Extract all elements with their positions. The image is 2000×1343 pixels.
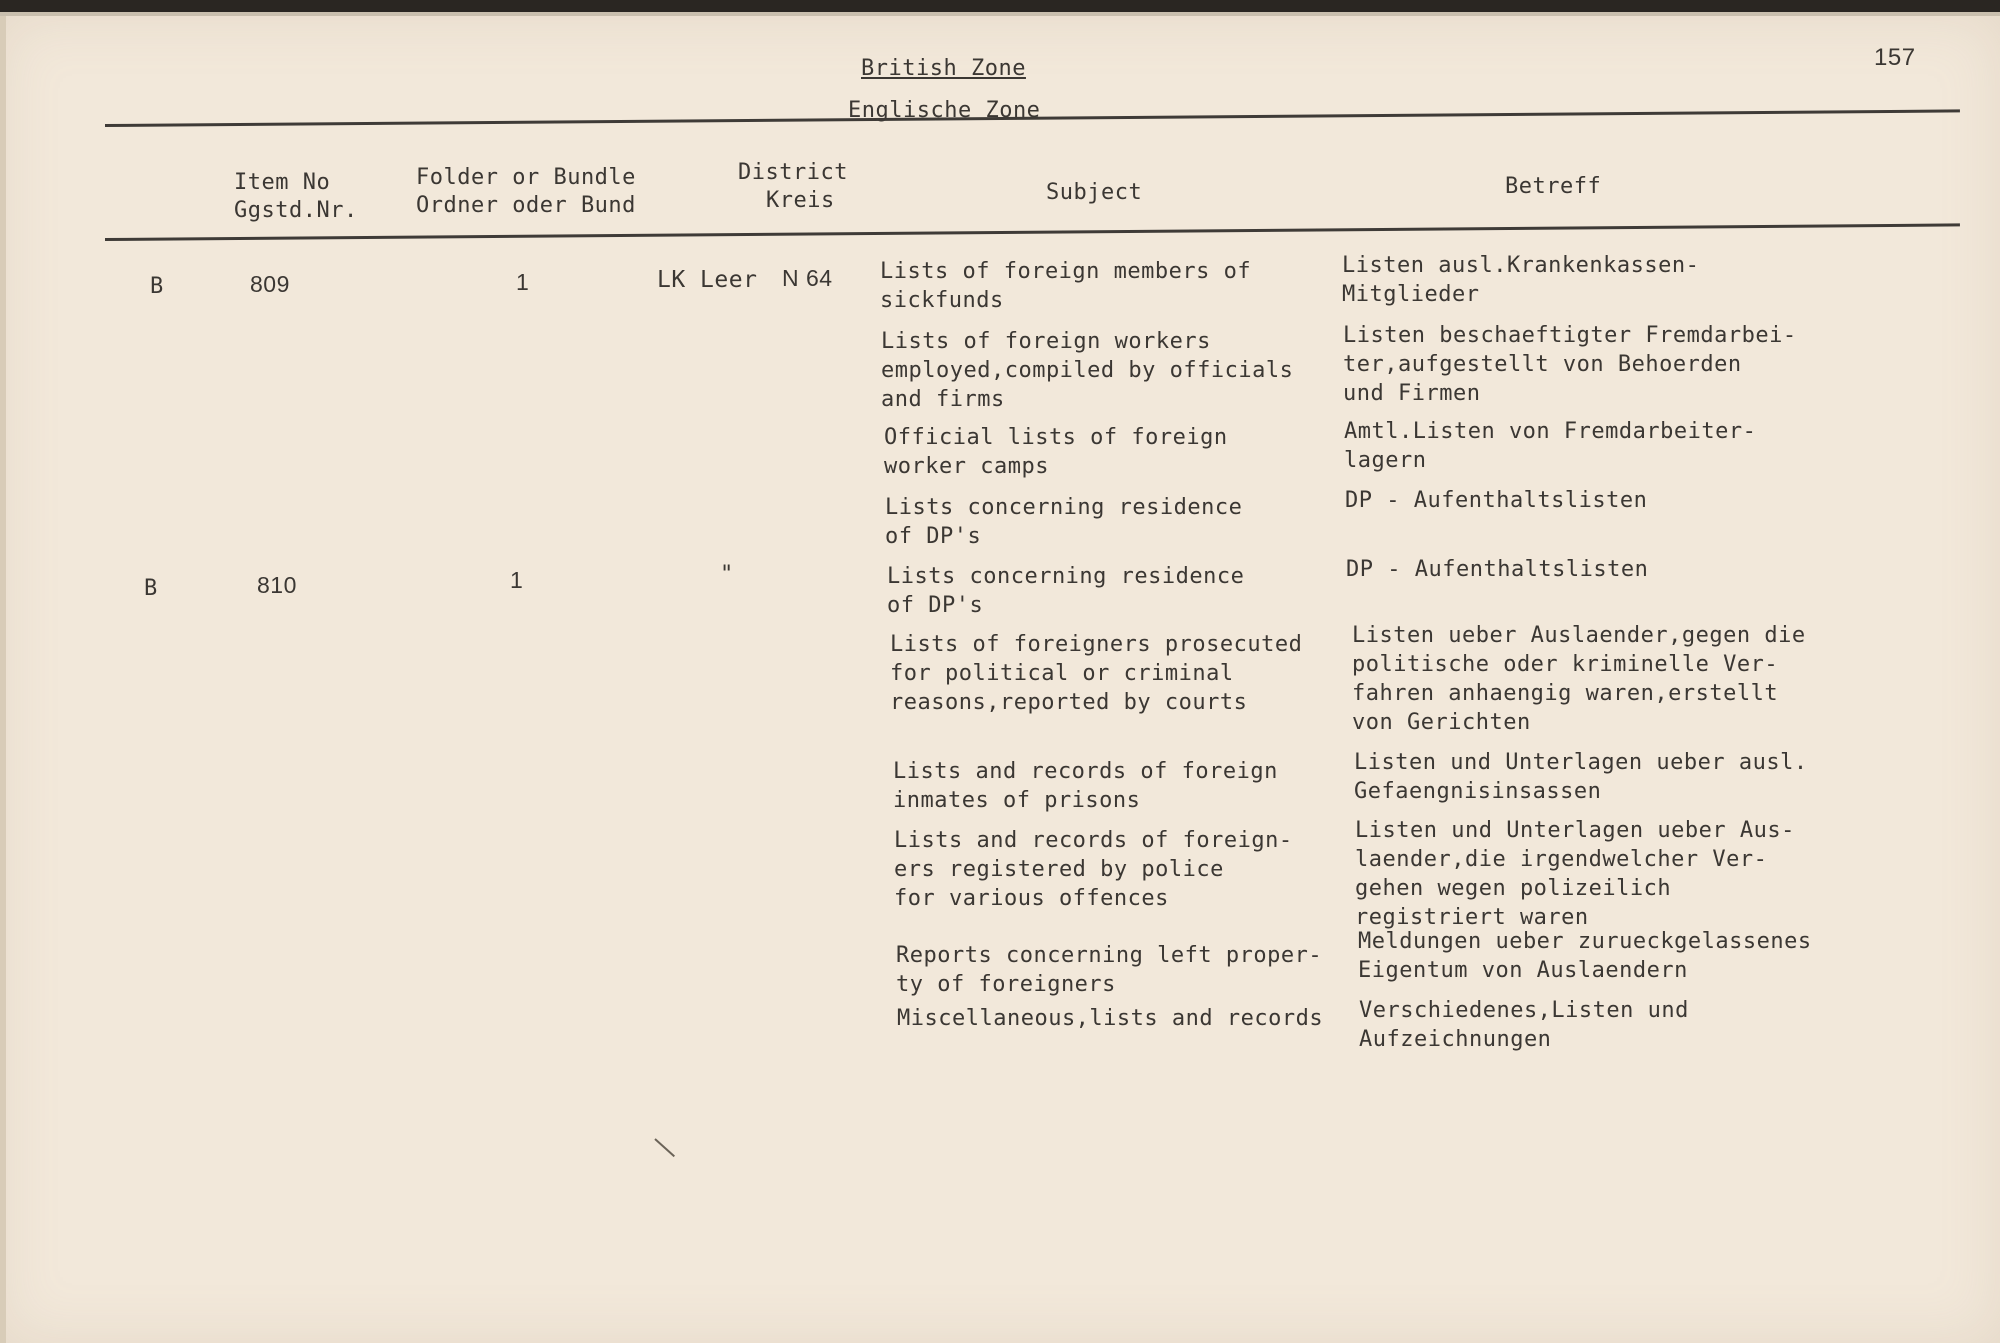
subject-line: of DP's: [887, 593, 984, 618]
betreff-line: Listen ausl.Krankenkassen-: [1342, 253, 1700, 278]
betreff-line: lagern: [1344, 448, 1427, 473]
betreff-text: [1346, 555, 1648, 584]
subject-line: Lists of foreign members of: [880, 259, 1252, 284]
betreff-line: Listen und Unterlagen ueber Aus-: [1355, 818, 1795, 843]
title-de: Englische Zone: [848, 98, 1041, 123]
subject-line: employed,compiled by officials: [881, 358, 1294, 383]
subject-line: for political or criminal: [890, 661, 1234, 686]
header-bottom-rule: [105, 223, 1960, 241]
subject-line: worker camps: [884, 454, 1049, 479]
betreff-line: DP - Aufenthaltslisten: [1345, 488, 1648, 513]
col-folder-en: Folder or Bundle: [416, 165, 636, 190]
entry-district: LK Leer: [657, 267, 758, 293]
subject-line: Reports concerning left proper-: [896, 943, 1323, 968]
betreff-text: [1354, 748, 1808, 806]
subject-line: and firms: [881, 387, 1005, 412]
betreff-line: Aufzeichnungen: [1359, 1027, 1552, 1052]
document-page: [0, 12, 2000, 1343]
col-item-de: Ggstd.Nr.: [234, 198, 358, 223]
betreff-line: Listen ueber Auslaender,gegen die: [1352, 623, 1806, 648]
entry-district: ": [720, 562, 734, 587]
col-item-en: Item No: [234, 170, 331, 195]
betreff-line: registriert waren: [1355, 905, 1589, 930]
betreff-line: Mitglieder: [1342, 282, 1480, 307]
subject-line: Lists and records of foreign: [893, 759, 1278, 784]
subject-text: [880, 257, 1251, 315]
subject-text: [885, 493, 1242, 551]
col-district-de: Kreis: [766, 188, 835, 213]
betreff-line: Amtl.Listen von Fremdarbeiter-: [1344, 419, 1757, 444]
subject-line: for various offences: [894, 886, 1169, 911]
betreff-line: von Gerichten: [1352, 710, 1531, 735]
betreff-line: gehen wegen polizeilich: [1355, 876, 1672, 901]
betreff-text: [1359, 996, 1689, 1054]
subject-line: sickfunds: [880, 288, 1004, 313]
betreff-text: [1358, 927, 1812, 985]
betreff-text: [1345, 486, 1647, 515]
subject-line: Lists concerning residence: [887, 564, 1245, 589]
subject-text: [894, 826, 1293, 913]
col-folder-de: Ordner oder Bund: [416, 193, 636, 218]
page-edge: [0, 16, 6, 1343]
betreff-line: laender,die irgendwelcher Ver-: [1355, 847, 1768, 872]
subject-line: Lists and records of foreign-: [894, 828, 1293, 853]
betreff-text: [1355, 816, 1795, 932]
page-number: 157: [1874, 44, 1916, 71]
betreff-line: Gefaengnisinsassen: [1354, 779, 1602, 804]
betreff-text: [1352, 621, 1806, 737]
subject-line: Lists of foreigners prosecuted: [890, 632, 1303, 657]
betreff-line: Meldungen ueber zurueckgelassenes: [1358, 929, 1812, 954]
entry-item-number: 809: [250, 271, 290, 297]
subject-line: ty of foreigners: [896, 972, 1116, 997]
subject-line: inmates of prisons: [893, 788, 1141, 813]
subject-text: [896, 941, 1322, 999]
betreff-text: [1342, 251, 1699, 309]
entry-series: B: [144, 576, 158, 601]
subject-text: [897, 1004, 1323, 1033]
entry-folder: 1: [510, 567, 524, 593]
subject-text: [887, 562, 1244, 620]
subject-text: [881, 327, 1293, 414]
betreff-line: Listen und Unterlagen ueber ausl.: [1354, 750, 1808, 775]
entry-item-number: 810: [257, 572, 297, 598]
subject-line: of DP's: [885, 524, 982, 549]
subject-text: [893, 757, 1278, 815]
betreff-line: und Firmen: [1343, 381, 1481, 406]
betreff-line: DP - Aufenthaltslisten: [1346, 557, 1649, 582]
entry-folder: 1: [516, 269, 530, 295]
betreff-line: Listen beschaeftigter Fremdarbei-: [1343, 323, 1797, 348]
subject-text: [890, 630, 1302, 717]
betreff-line: fahren anhaengig waren,erstellt: [1352, 681, 1779, 706]
col-subject: Subject: [1046, 180, 1143, 205]
subject-text: [884, 423, 1228, 481]
subject-line: Lists of foreign workers: [881, 329, 1211, 354]
col-betreff: Betreff: [1505, 174, 1602, 199]
subject-line: Miscellaneous,lists and records: [897, 1006, 1324, 1031]
betreff-text: [1343, 321, 1797, 408]
betreff-line: Eigentum von Auslaendern: [1358, 958, 1688, 983]
betreff-line: Verschiedenes,Listen und: [1359, 998, 1689, 1023]
betreff-line: politische oder kriminelle Ver-: [1352, 652, 1779, 677]
subject-line: reasons,reported by courts: [890, 690, 1248, 715]
col-district-en: District: [738, 160, 848, 185]
betreff-line: ter,aufgestellt von Behoerden: [1343, 352, 1742, 377]
title-en: British Zone: [861, 56, 1026, 81]
subject-line: ers registered by police: [894, 857, 1224, 882]
subject-line: Official lists of foreign: [884, 425, 1228, 450]
subject-line: Lists concerning residence: [885, 495, 1243, 520]
entry-district-code: N 64: [782, 265, 833, 291]
pencil-mark: [654, 1138, 675, 1157]
betreff-text: [1344, 417, 1756, 475]
entry-series: B: [150, 274, 164, 299]
